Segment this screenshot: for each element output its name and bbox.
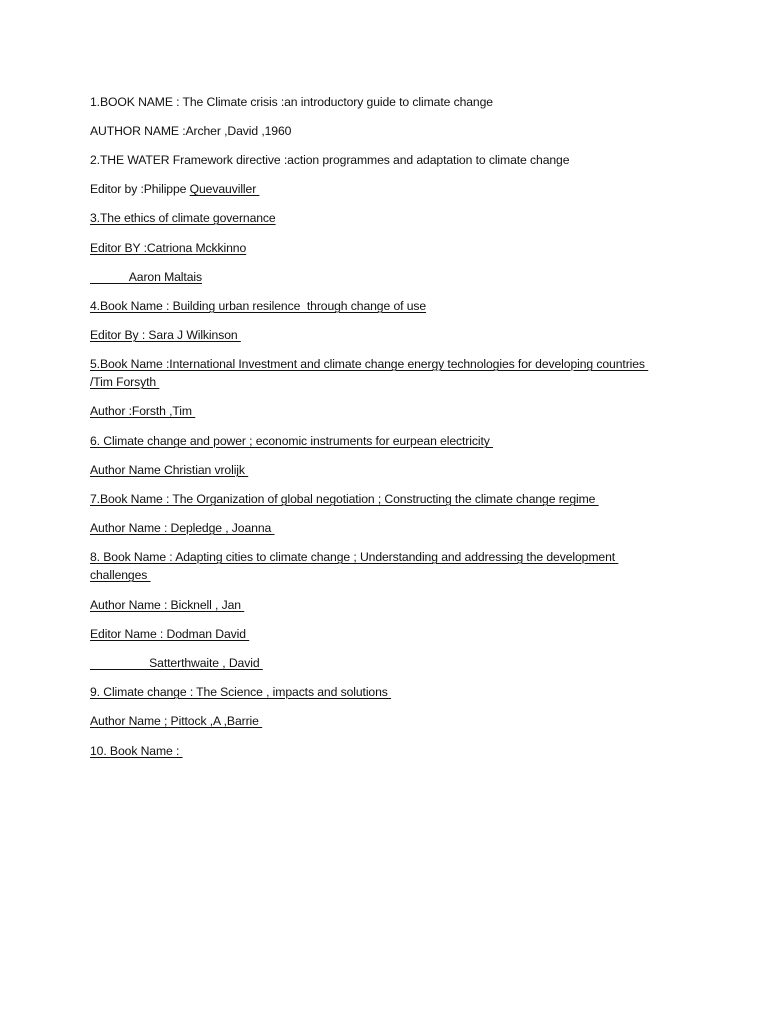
book-3-editor-2: Aaron Maltais	[90, 270, 202, 284]
book-7-author: Author Name : Depledge , Joanna	[90, 521, 275, 535]
book-8-editor: Editor Name : Dodman David	[90, 627, 250, 641]
book-8-title: 8. Book Name : Adapting cities to climate change ; Understanding and addressing the development challenges	[90, 550, 619, 582]
book-3-editor: Editor BY :Catriona Mckkinno	[90, 241, 247, 255]
book-2-editor-label: Editor by :Philippe	[90, 182, 190, 196]
book-9-title: 9. Climate change : The Science , impacts and solutions	[90, 685, 392, 699]
book-1-author: AUTHOR NAME :Archer ,David ,1960	[90, 124, 292, 138]
book-5-author: Author :Forsth ,Tim	[90, 404, 196, 418]
book-9-author: Author Name ; Pittock ,A ,Barrie	[90, 714, 263, 728]
book-4-title: 4.Book Name : Building urban resilence through change of use	[90, 299, 427, 313]
book-2-editor	[90, 180, 259, 198]
book-4-editor: Editor By : Sara J Wilkinson	[90, 328, 241, 342]
book-1-title: 1.BOOK NAME : The Climate crisis :an introductory guide to climate change	[90, 95, 493, 109]
book-6-author: Author Name Christian vrolijk	[90, 463, 249, 477]
book-2-editor-surname: Quevauviller	[189, 182, 260, 196]
book-6-title: 6. Climate change and power ; economic instruments for eurpean electricity	[90, 434, 494, 448]
book-8-author: Author Name : Bicknell , Jan	[90, 598, 245, 612]
book-3-title: 3.The ethics of climate governance	[90, 211, 276, 225]
book-7-title: 7.Book Name : The Organization of global negotiation ; Constructing the climate change regime	[90, 492, 599, 506]
book-5-title: 5.Book Name :International Investment and climate change energy technologies for developing countries /Tim Forsyth	[90, 357, 649, 389]
book-2-title: 2.THE WATER Framework directive :action programmes and adaptation to climate change	[90, 153, 570, 167]
book-10-title: 10. Book Name :	[90, 744, 183, 758]
book-8-editor-2: Satterthwaite , David	[90, 656, 263, 670]
